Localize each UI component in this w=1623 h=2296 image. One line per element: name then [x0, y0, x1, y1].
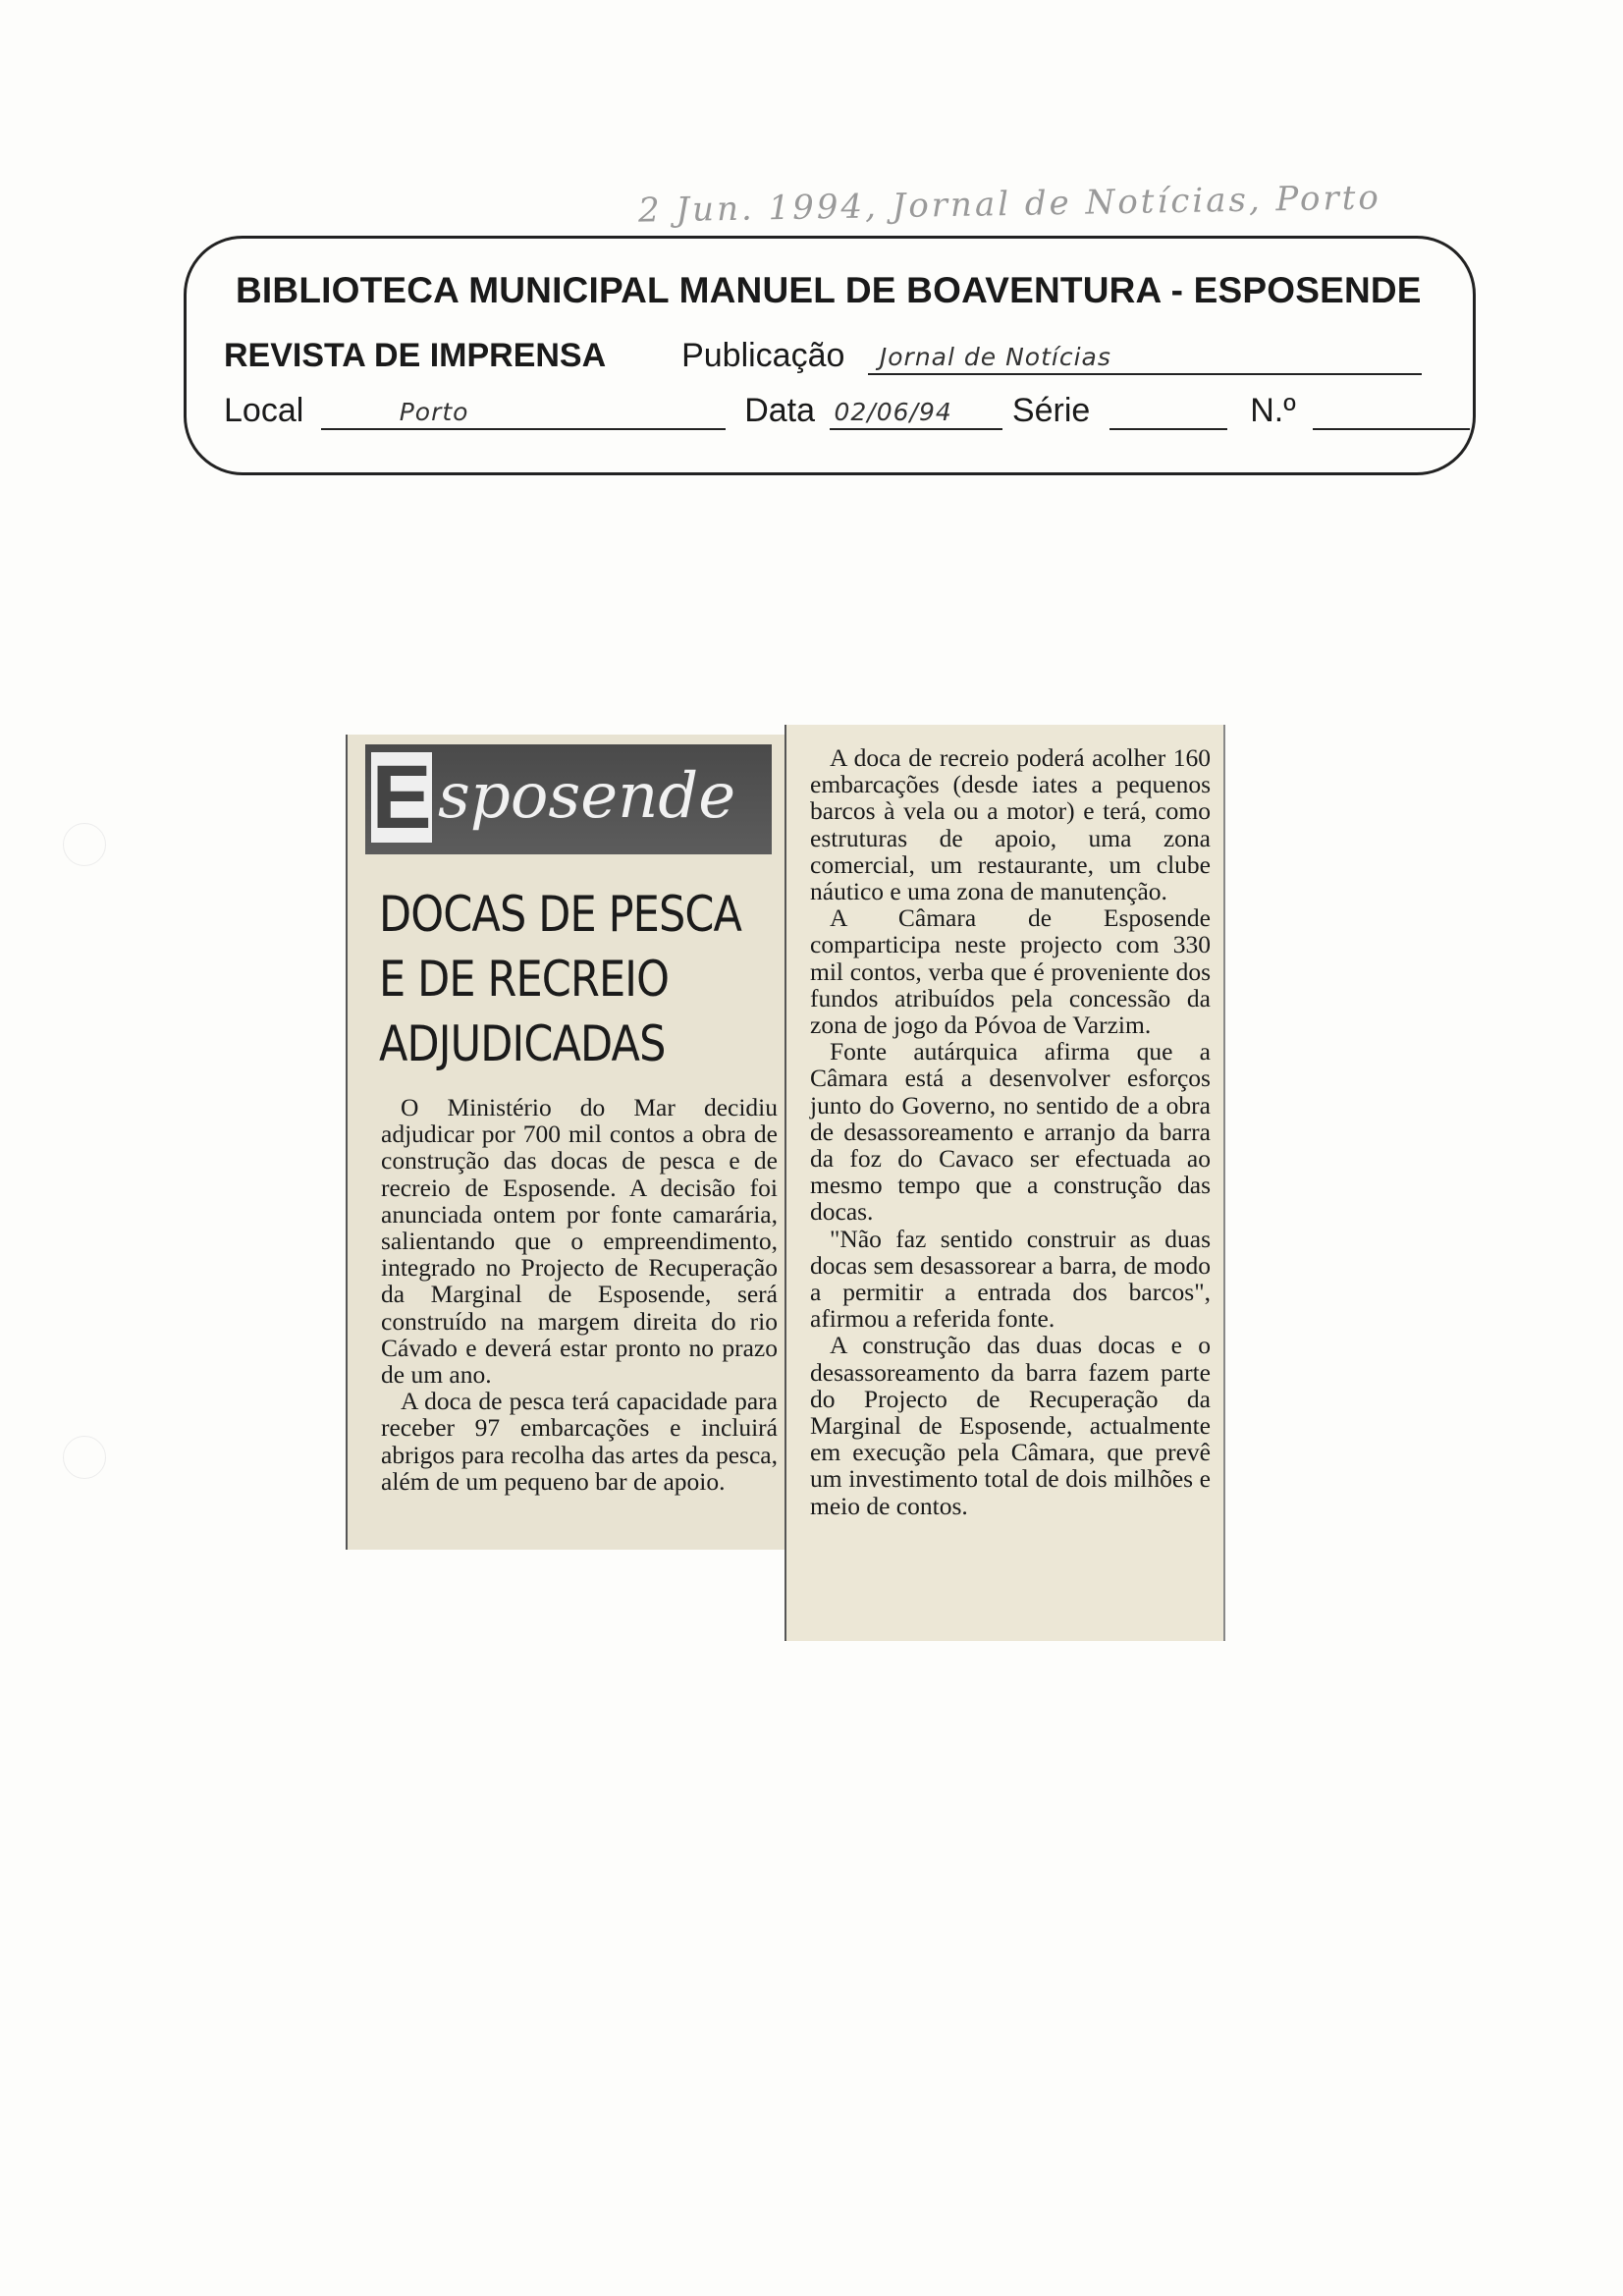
article-body-left: [381, 1094, 778, 1495]
headline-line: DOCAS DE PESCA: [379, 886, 742, 943]
paragraph: "Não faz sentido construir as duas docas sem desassorear a barra, de modo a permitir a entrada dos barcos", afirmou a referida fonte.: [810, 1224, 1211, 1334]
label-publicacao: Publicação: [681, 337, 845, 374]
label-revista: REVISTA DE IMPRENSA: [224, 337, 607, 374]
field-numero: [1313, 397, 1470, 430]
field-local: [321, 397, 726, 430]
headline-line: E DE RECREIO: [379, 951, 670, 1008]
headline-line: ADJUDICADAS: [379, 1015, 666, 1072]
field-serie: [1109, 397, 1227, 430]
value-publicacao: Jornal de Notícias: [879, 343, 1111, 371]
stamp-row-local: [224, 392, 1470, 430]
paragraph: Fonte autárquica afirma que a Câmara está a desenvolver esforços junto do Governo, no sentido de a obra de desassoreamento e arranjo da barra da foz do Cavaco ser efectuada ao mesmo tempo que a construção das docas.: [810, 1037, 1211, 1227]
field-data: [830, 397, 1002, 430]
punch-hole-bottom: [63, 1436, 106, 1479]
article-column-right: [784, 725, 1225, 1641]
paragraph: A doca de recreio poderá acolher 160 embarcações (desde iates a pequenos barcos à vela ou a motor) e terá, como estruturas de apoio, uma zona comercial, um restaurante, um clube náutico e uma zona de manutenção.: [810, 743, 1211, 906]
paragraph: O Ministério do Mar decidiu adjudicar por 700 mil contos a obra de construção das docas de pesca e de recreio de Esposende. A decisão foi anunciada ontem por fonte camarária, salientando que o empreendimento, integrado no Projecto de Recuperação da Marginal de Esposende, será construído na margem direita do rio Cávado e deverá estar pronto no prazo de um ano.: [381, 1093, 778, 1390]
newspaper-clipping: [346, 725, 1221, 1641]
paragraph: A Câmara de Esposende comparticipa neste projecto com 330 mil contos, verba que é proveniente dos fundos atribuídos pela concessão da zona de jogo da Póvoa de Varzim.: [810, 903, 1211, 1040]
stamp-row-publication: [224, 337, 1422, 375]
library-stamp: [184, 236, 1476, 475]
article-body-right: [810, 744, 1211, 1519]
section-name: sposende: [438, 760, 736, 833]
field-publicacao: [868, 342, 1422, 375]
article-column-left: [346, 735, 789, 1550]
paragraph: A doca de pesca terá capacidade para receber 97 embarcações e incluirá abrigos para recolha das artes da pesca, além de um pequeno bar de apoio.: [381, 1387, 778, 1496]
section-banner: [365, 744, 772, 854]
label-serie: Série: [1011, 392, 1091, 429]
section-initial: E: [371, 747, 432, 847]
label-numero: N.º: [1250, 392, 1296, 429]
value-data: 02/06/94: [834, 398, 952, 426]
handwritten-note: 2 Jun. 1994, Jornal de Notícias, Porto: [637, 178, 1382, 231]
label-data: Data: [744, 392, 816, 429]
paragraph: A construção das duas docas e o desassoreamento da barra fazem parte do Projecto de Recuperação da Marginal de Esposende, actualmente em execução pela Câmara, que prevê um investimento total de dois milhões e meio de contos.: [810, 1331, 1211, 1520]
value-local: Porto: [399, 398, 469, 426]
article-headline: [379, 882, 742, 1076]
punch-hole-top: [63, 823, 106, 866]
label-local: Local: [224, 392, 304, 429]
stamp-title: BIBLIOTECA MUNICIPAL MANUEL DE BOAVENTURA - ESPOSENDE: [236, 270, 1422, 310]
